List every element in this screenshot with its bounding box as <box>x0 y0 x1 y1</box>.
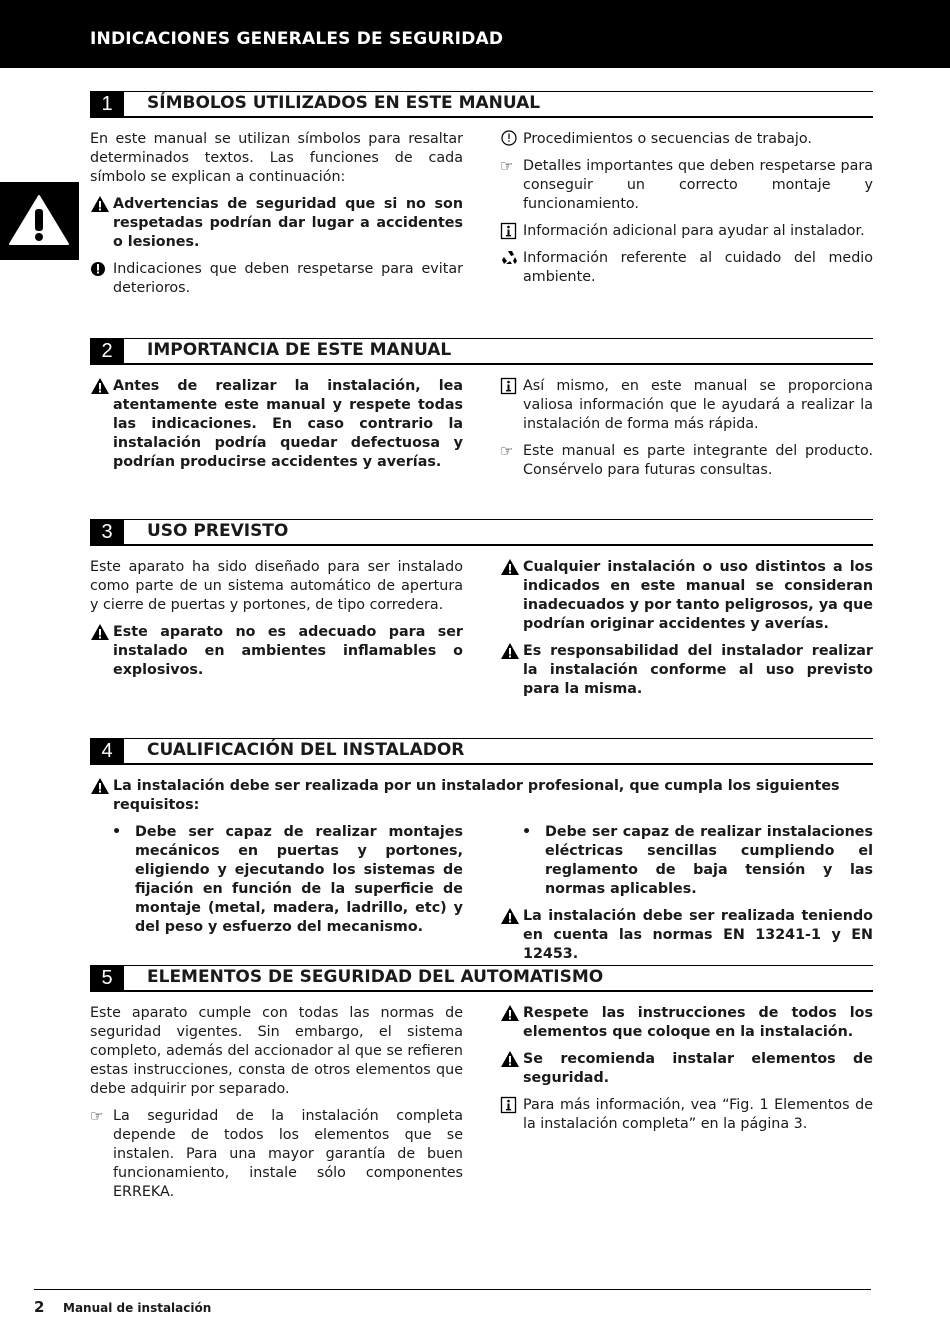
hand-text: Este manual es parte integrante del producto. Consérvelo para futuras consultas. <box>523 443 873 478</box>
section-symbols <box>90 91 873 296</box>
section-number: 3 <box>90 520 124 545</box>
procedure-text: Procedimientos o secuencias de trabajo. <box>523 131 812 147</box>
warning-triangle-icon <box>90 195 110 214</box>
warning-triangle-icon <box>500 1050 520 1069</box>
exclamation-outline-circle-icon <box>500 130 520 149</box>
section-installer-qualification <box>90 738 873 962</box>
warning-text: Cualquier instalación o uso distintos a los indicados en este manual se consideran inadecuados y por tanto peligrosos, ya que podrían originar accidentes y averías. <box>523 559 873 632</box>
info-text: Información adicional para ayudar al instalador. <box>523 223 865 239</box>
bullet-text: Debe ser capaz de realizar instalaciones eléctricas sencillas cumpliendo el reglamento de baja tensión y las normas aplicables. <box>545 824 873 897</box>
section-title: ELEMENTOS DE SEGURIDAD DEL AUTOMATISMO <box>147 967 604 987</box>
header-bar <box>0 0 950 68</box>
pointing-hand-icon: ☞ <box>90 1107 104 1125</box>
side-warning-tab <box>0 182 79 260</box>
bullet-text: Debe ser capaz de realizar montajes mecánicos en puertas y portones, eligiendo y ejecutando los sistemas de fijación en función de la superficie de montaje (metal, madera, ladrillo, etc) y del peso y esfuerzo del mecanismo. <box>135 824 463 935</box>
list-item: • Debe ser capaz de realizar montajes mecánicos en puertas y portones, eligiendo y ejecutando los sistemas de fijación en función de la superficie de montaje (metal, madera, ladrillo, etc) y del peso y esfuerzo del mecanismo. <box>112 824 463 935</box>
warning-text: Antes de realizar la instalación, lea atentamente este manual y respete todas las indicaciones. En caso contrario la instalación podría quedar defectuosa y podrían producirse accidentes y averías. <box>113 378 463 470</box>
info-text: Así mismo, en este manual se proporciona valiosa información que le ayudará a realizar la instalación de forma más rápida. <box>523 378 873 432</box>
warning-triangle-icon <box>90 623 110 642</box>
section-safety-elements <box>90 965 873 1200</box>
warning-text: Respete las instrucciones de todos los elementos que coloque en la instalación. <box>523 1005 873 1040</box>
warning-triangle-icon <box>90 777 110 796</box>
exclamation-circle-icon <box>90 260 110 279</box>
caution-text: Indicaciones que deben respetarse para evitar deterioros. <box>113 261 463 296</box>
recycle-icon <box>500 249 520 268</box>
list-item: • Debe ser capaz de realizar instalaciones eléctricas sencillas cumpliendo el reglamento de baja tensión y las normas aplicables. <box>522 824 873 897</box>
section-number: 5 <box>90 966 124 991</box>
section-number: 4 <box>90 739 124 764</box>
section-title: USO PREVISTO <box>147 521 289 541</box>
pointing-hand-icon: ☞ <box>500 442 514 460</box>
footer-divider <box>34 1289 871 1290</box>
environment-text: Información referente al cuidado del medio ambiente. <box>523 250 873 285</box>
section-title: SÍMBOLOS UTILIZADOS EN ESTE MANUAL <box>147 93 541 113</box>
page-header-title: INDICACIONES GENERALES DE SEGURIDAD <box>90 29 504 49</box>
section-importance <box>90 338 873 478</box>
section-number: 1 <box>90 92 124 117</box>
section-title: CUALIFICACIÓN DEL INSTALADOR <box>147 740 465 760</box>
section-number: 2 <box>90 339 124 364</box>
footer-title: Manual de instalación <box>63 1301 212 1315</box>
warning-text: Este aparato no es adecuado para ser instalado en ambientes inflamables o explosivos. <box>113 624 463 678</box>
warning-text: Es responsabilidad del instalador realizar la instalación conforme al uso previsto para la misma. <box>523 643 873 697</box>
warning-text: Advertencias de seguridad que si no son respetadas podrían dar lugar a accidentes o lesiones. <box>113 196 463 250</box>
hand-text: La seguridad de la instalación completa depende de todos los elementos que se instalen. Para una mayor garantía de buen funcionamiento, instale sólo componentes ERREKA. <box>113 1108 463 1200</box>
section-title: IMPORTANCIA DE ESTE MANUAL <box>147 340 452 360</box>
warning-triangle-icon <box>90 377 110 396</box>
warning-triangle-icon <box>500 1004 520 1023</box>
info-box-icon <box>500 377 520 396</box>
warning-triangle-icon <box>500 907 520 926</box>
warning-triangle-icon <box>500 558 520 577</box>
page-number: 2 <box>34 1298 45 1316</box>
paragraph: En este manual se utilizan símbolos para resaltar determinados textos. Las funciones de cada símbolo se explican a continuación: <box>90 131 463 185</box>
warning-text: La instalación debe ser realizada teniendo en cuenta las normas EN 13241-1 y EN 12453. <box>523 908 873 962</box>
hand-text: Detalles importantes que deben respetarse para conseguir un correcto montaje y funcionamiento. <box>523 158 873 212</box>
section-intended-use <box>90 519 873 697</box>
info-text: Para más información, vea “Fig. 1 Elementos de la instalación completa” en la página 3. <box>523 1097 873 1132</box>
pointing-hand-icon: ☞ <box>500 157 514 175</box>
warning-text: Se recomienda instalar elementos de seguridad. <box>523 1051 873 1086</box>
warning-triangle-icon <box>500 642 520 661</box>
paragraph: Este aparato cumple con todas las normas de seguridad vigentes. Sin embargo, el sistema completo, además del accionador al que se refieren estas instrucciones, consta de otros elementos que debe adquirir por separado. <box>90 1005 463 1097</box>
info-box-icon <box>500 222 520 241</box>
warning-triangle-icon <box>8 194 70 246</box>
paragraph: Este aparato ha sido diseñado para ser instalado como parte de un sistema automático de apertura y cierre de puertas y portones, de tipo corredera. <box>90 559 463 613</box>
info-box-icon <box>500 1096 520 1115</box>
warning-text: La instalación debe ser realizada por un instalador profesional, que cumpla los siguientes requisitos: <box>113 778 840 813</box>
